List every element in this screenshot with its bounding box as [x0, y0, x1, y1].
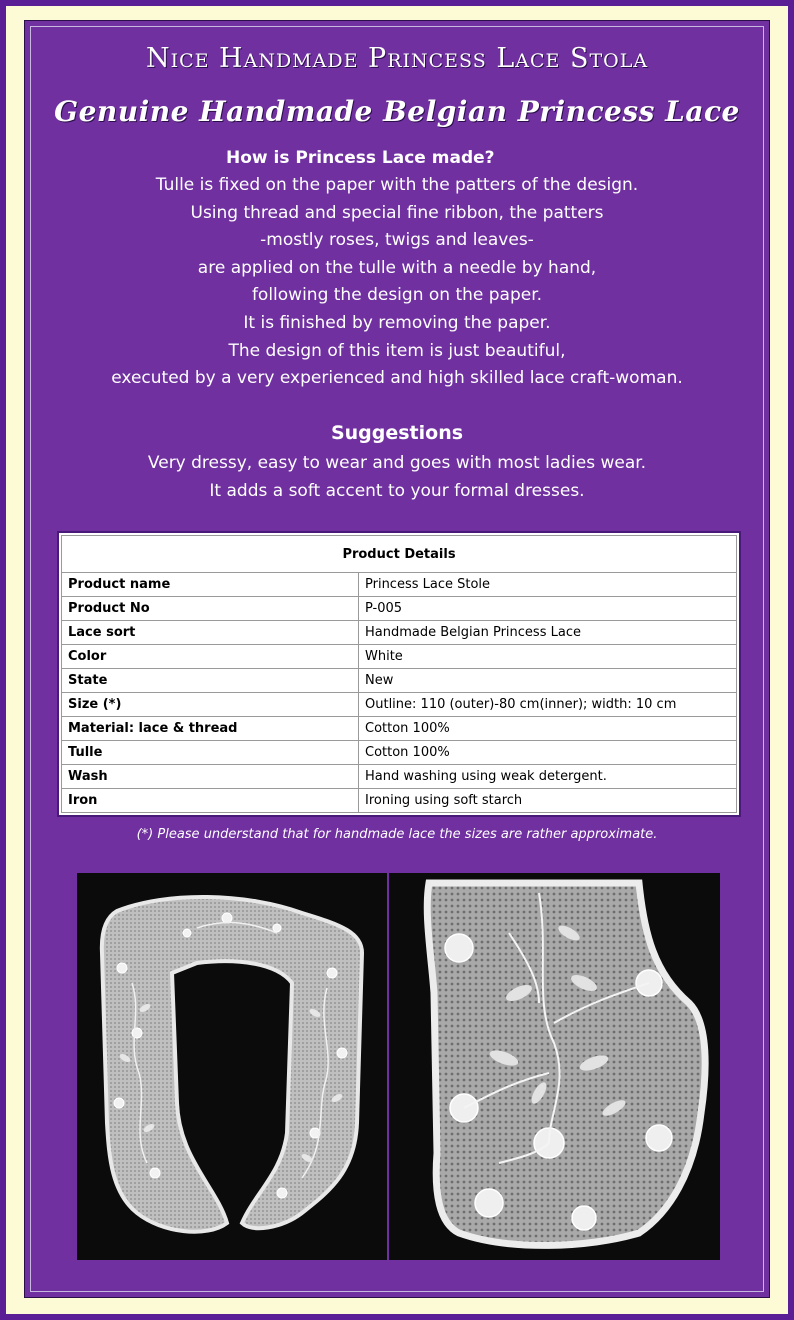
how-made-heading: How is Princess Lace made?	[226, 148, 495, 168]
table-row	[62, 573, 737, 597]
suggestions-heading: Suggestions	[330, 422, 464, 444]
page-subtitle: Genuine Handmade Belgian Princess Lace	[54, 95, 740, 128]
row-label: Color	[62, 645, 359, 669]
table-row	[62, 645, 737, 669]
product-photo-full-stole	[77, 873, 387, 1260]
how-made-line: following the design on the paper.	[251, 285, 543, 306]
row-value: Ironing using soft starch	[359, 789, 737, 813]
product-photo-closeup	[389, 873, 720, 1260]
how-made-line: are applied on the tulle with a needle by hand,	[197, 257, 597, 278]
table-row	[62, 765, 737, 789]
lace-closeup-image	[389, 873, 720, 1260]
row-label: Tulle	[62, 741, 359, 765]
row-value: Hand washing using weak detergent.	[359, 765, 737, 789]
page-title: Nice Handmade Princess Lace Stola	[145, 43, 649, 74]
row-value: Outline: 110 (outer)-80 cm(inner); width: 10 cm	[359, 693, 737, 717]
row-label: Lace sort	[62, 621, 359, 645]
suggestions-text	[25, 450, 769, 505]
product-details-table	[57, 531, 741, 817]
how-made-line: It is finished by removing the paper.	[243, 312, 551, 333]
row-value: New	[359, 669, 737, 693]
how-made-line: Tulle is fixed on the paper with the patters of the design.	[155, 175, 639, 195]
row-label: Iron	[62, 789, 359, 813]
table-row	[62, 597, 737, 621]
row-label: Wash	[62, 765, 359, 789]
how-made-line: The design of this item is just beautiful,	[228, 340, 566, 361]
how-made-line: -mostly roses, twigs and leaves-	[260, 230, 534, 251]
row-label: Size (*)	[62, 693, 359, 717]
row-value: White	[359, 645, 737, 669]
table-row	[62, 789, 737, 813]
row-label: Material: lace & thread	[62, 717, 359, 741]
lace-stole-image	[77, 873, 387, 1260]
row-value: Handmade Belgian Princess Lace	[359, 621, 737, 645]
table-row	[62, 693, 737, 717]
how-made-text	[25, 172, 769, 393]
table-row	[62, 717, 737, 741]
content-panel	[24, 20, 770, 1298]
row-label: Product name	[62, 573, 359, 597]
suggestion-line: It adds a soft accent to your formal dresses.	[209, 480, 585, 501]
table-row	[62, 621, 737, 645]
table-row	[62, 741, 737, 765]
table-row	[62, 669, 737, 693]
size-footnote: (*) Please understand that for handmade lace the sizes are rather approximate.	[136, 827, 658, 842]
row-label: Product No	[62, 597, 359, 621]
row-value: P-005	[359, 597, 737, 621]
suggestion-line: Very dressy, easy to wear and goes with most ladies wear.	[147, 453, 647, 473]
table-heading: Product Details	[62, 536, 737, 573]
how-made-line: Using thread and special fine ribbon, the patters	[190, 202, 604, 223]
row-value: Cotton 100%	[359, 717, 737, 741]
row-value: Cotton 100%	[359, 741, 737, 765]
row-value: Princess Lace Stole	[359, 573, 737, 597]
how-made-line: executed by a very experienced and high skilled lace craft-woman.	[111, 368, 683, 389]
row-label: State	[62, 669, 359, 693]
